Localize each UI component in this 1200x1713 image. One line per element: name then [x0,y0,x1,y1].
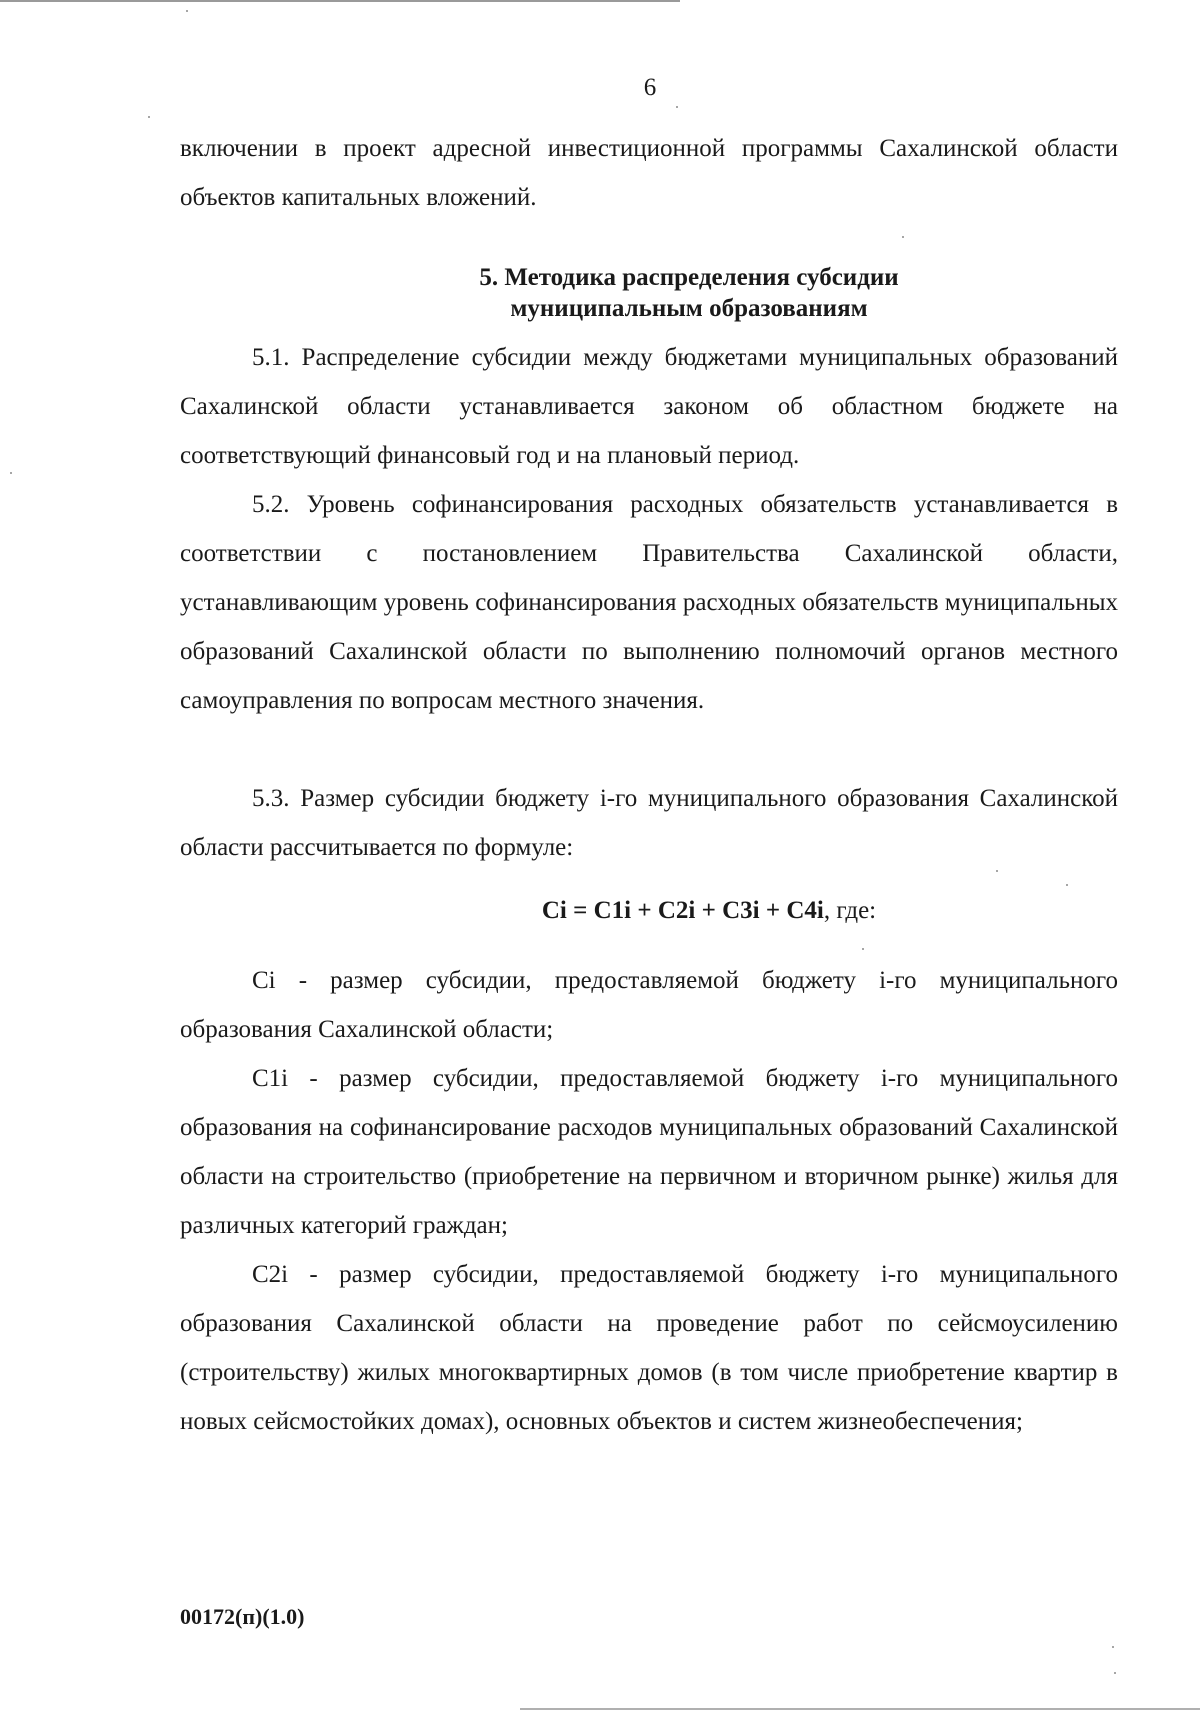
paragraph-5-2-text: 5.2. Уровень софинансирования расходных обязательств устанавливается в соответствии с постановлением Правительства Сахалинской области, устанавливающим уровень софинансирования расходных обязательств муниципальных образований Сахалинской области по выполнению полномочий органов местного самоуправления по вопросам местного значения. [180,491,1118,714]
section-heading-line1: 5. Методика распределения субсидии [479,264,899,291]
paragraph-5-1 [180,333,1118,480]
document-code: 00172(п)(1.0) [180,1604,305,1629]
definition-c1i [180,1054,1118,1250]
scan-speck [862,948,864,950]
scan-speck [902,236,904,238]
definition-c2i-text: C2i - размер субсидии, предоставляемой бюджету i-го муниципального образования Сахалинской области на проведение работ по сейсмоусилению (строительству) жилых многоквартирных домов (в том числе приобретение квартир в новых сейсмостойких домах), основных объектов и систем жизнеобеспечения; [180,1261,1118,1435]
paragraph-5-3-text: 5.3. Размер субсидии бюджету i-го муниципального образования Сахалинской области рассчитывается по формуле: [180,785,1118,861]
formula-suffix: , где: [823,897,877,924]
formula-expression: Ci = C1i + C2i + C3i + C4i [541,897,824,924]
page-number: 6 [643,74,657,101]
section-heading [180,262,1118,324]
scan-speck [1066,884,1068,886]
scan-edge-top [0,0,680,2]
scan-edge-bottom [520,1708,1200,1710]
intro-paragraph-text: включении в проект адресной инвестиционной программы Сахалинской области объектов капитальных вложений. [180,135,1118,211]
paragraph-5-2 [180,480,1118,725]
definition-c1i-text: C1i - размер субсидии, предоставляемой бюджету i-го муниципального образования на софинансирование расходов муниципальных образований Сахалинской области на строительство (приобретение на первичном и вторичном рынке) жилья для различных категорий граждан; [180,1065,1118,1239]
scan-speck [148,116,150,118]
section-heading-line2: муниципальным образованиям [510,295,868,322]
definition-c2i [180,1250,1118,1446]
definition-ci-text: Ci - размер субсидии, предоставляемой бюджету i-го муниципального образования Сахалинской области; [180,967,1118,1043]
paragraph-5-1-text: 5.1. Распределение субсидии между бюджетами муниципальных образований Сахалинской области устанавливается законом об областном бюджете на соответствующий финансовый год и на плановый период. [180,344,1118,469]
scan-speck [676,106,678,108]
formula [180,891,1118,931]
paragraph-5-3 [180,774,1118,872]
scan-speck [10,472,12,474]
definition-ci [180,956,1118,1054]
scan-speck [1112,1646,1114,1648]
scan-speck [1114,1672,1116,1674]
scan-speck [996,870,998,872]
intro-paragraph [180,124,1118,222]
scan-speck [186,10,188,12]
